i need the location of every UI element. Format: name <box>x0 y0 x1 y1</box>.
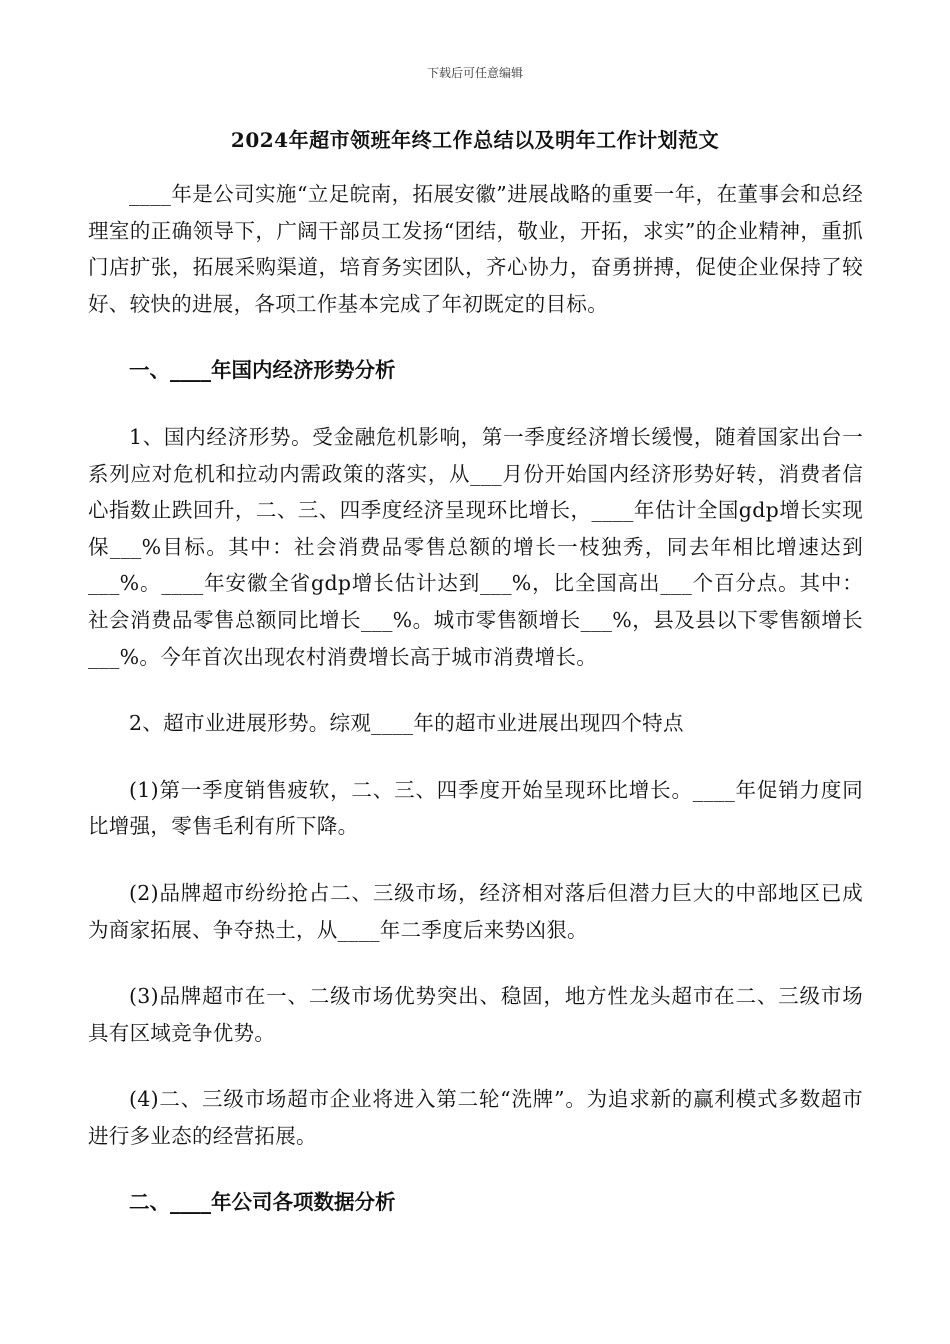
intro-paragraph: ____年是公司实施“立足皖南，拓展安徽”进展战略的重要一年，在董事会和总经理室的正确领导下，广阔干部员工发扬“团结，敬业，开拓，求实”的企业精神，重抓门店扩张，拓展采购渠道，培育务实团队，齐心协力，奋勇拼搏，促使企业保持了较好、较快的进展，各项工作基本完成了年初既定的目标。 <box>88 182 863 316</box>
paragraph-domestic-economy: 1、国内经济形势。受金融危机影响，第一季度经济增长缓慢，随着国家出台一系列应对危机和拉动内需政策的落实，从___月份开始国内经济形势好转，消费者信心指数止跌回升，二、三、四季度经济呈现环比增长，____年估计全国gdp增长实现保___%目标。其中：社会消费品零售总额的增长一枝独秀，同去年相比增速达到___%。____年安徽全省gdp增长估计达到___%，比全国高出___个百分点。其中：社会消费品零售总额同比增长___%。城市零售额增长___%，县及县以下零售额增长___%。今年首次出现农村消费增长高于城市消费增长。 <box>88 424 863 669</box>
document-body <box>88 176 863 1251</box>
paragraph-supermarket-trend: 2、超市业进展形势。综观____年的超市业进展出现四个特点 <box>129 711 684 736</box>
section-heading-2: 二、____年公司各项数据分析 <box>129 1190 396 1215</box>
section-heading-1: 一、____年国内经济形势分析 <box>129 358 396 383</box>
list-item-2: (2)品牌超市纷纷抢占二、三级市场，经济相对落后但潜力巨大的中部地区已成为商家拓展、争夺热土，从____年二季度后来势凶狠。 <box>88 880 863 942</box>
list-item-3: (3)品牌超市在一、二级市场优势突出、稳固，地方性龙头超市在二、三级市场具有区域竞争优势。 <box>88 984 863 1045</box>
document-title: 2024年超市领班年终工作总结以及明年工作计划范文 <box>230 128 720 152</box>
list-item-4: (4)二、三级市场超市企业将进入第二轮“洗牌”。为追求新的赢利模式多数超市进行多业态的经营拓展。 <box>88 1087 863 1148</box>
header-note: 下载后可任意编辑 <box>426 66 523 80</box>
list-item-1: (1)第一季度销售疲软，二、三、四季度开始呈现环比增长。____年促销力度同比增强，零售毛利有所下降。 <box>88 777 863 839</box>
